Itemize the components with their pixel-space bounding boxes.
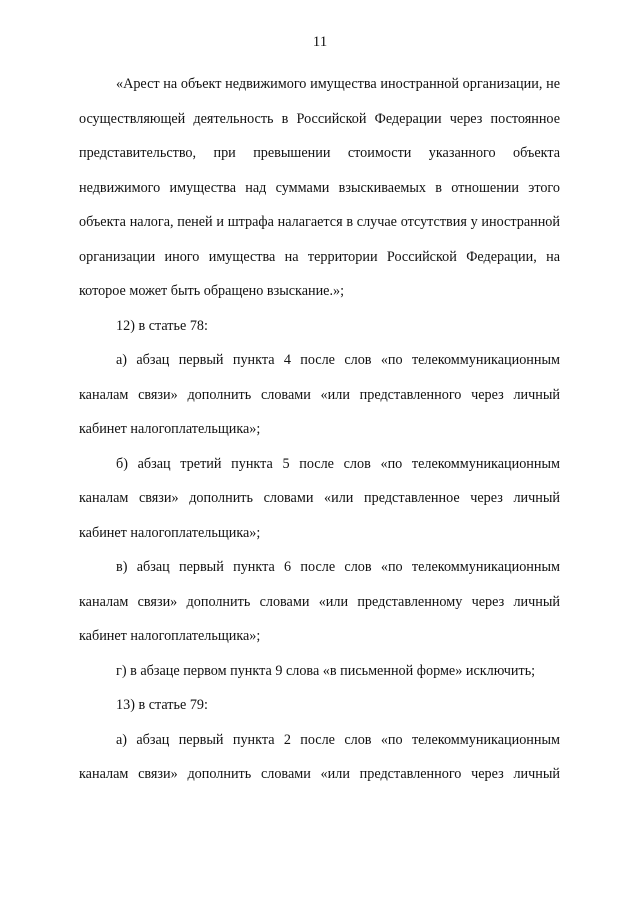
paragraph-item-12-a: а) абзац первый пункта 4 после слов «по телекоммуникационным каналам связи» дополнить словами «или представленного через личный кабинет налогоплательщика»; — [79, 352, 560, 437]
page-number: 11 — [312, 34, 328, 50]
paragraph-item-12-v: в) абзац первый пункта 6 после слов «по телекоммуникационным каналам связи» дополнить словами «или представленному через личный кабинет налогоплательщика»; — [79, 559, 560, 644]
paragraph-item-13-a: а) абзац первый пункта 2 после слов «по телекоммуникационным каналам связи» дополнить словами «или представленного через личный — [79, 731, 560, 782]
paragraph-item-12: 12) в статье 78: — [116, 317, 208, 334]
paragraph-item-12-g: г) в абзаце первом пункта 9 слова «в письменной форме» исключить; — [116, 662, 536, 679]
paragraph-item-13: 13) в статье 79: — [116, 697, 208, 713]
paragraph-quote-arrest: «Арест на объект недвижимого имущества иностранной организации, не осуществляющей деятельность в Российской Федерации через постоянное представительство, при превышении стоимости указанного объекта недвижимого имущества над суммами взыскиваемых в отношении этого объекта налога, пеней и штрафа налагается в случае отсутствия у иностранной организации иного имущества на территории Российской Федерации, на которое может быть обращено взыскание.»; — [79, 76, 560, 299]
document-body — [79, 67, 560, 792]
paragraph-item-12-b: б) абзац третий пункта 5 после слов «по телекоммуникационным каналам связи» дополнить словами «или представленное через личный кабинет налогоплательщика»; — [79, 455, 560, 541]
